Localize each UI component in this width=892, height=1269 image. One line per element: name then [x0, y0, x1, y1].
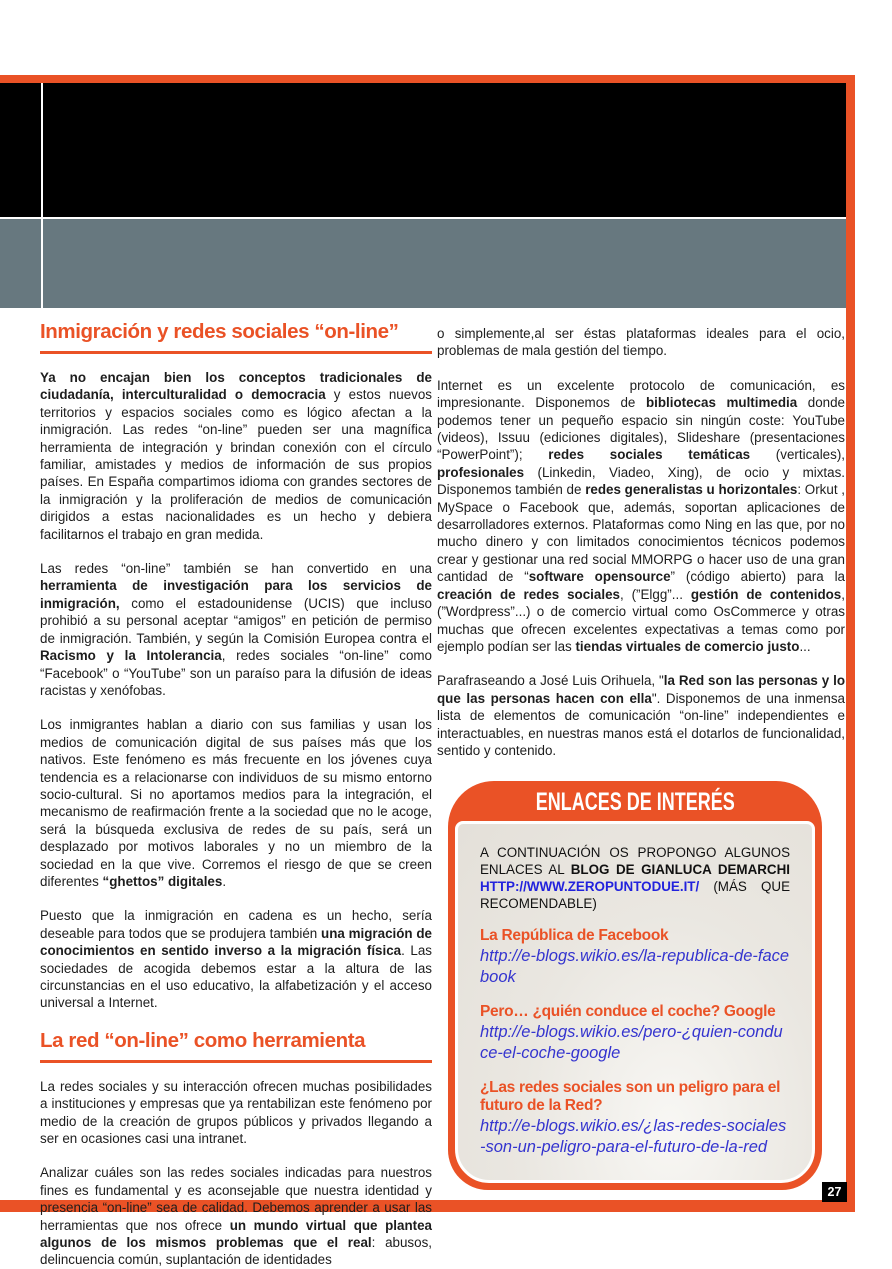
- paragraph: Analizar cuáles son las redes sociales indicadas para nuestros fines es fundamental y es aconsejable que nuestra identidad y presencia “on-line” sea de calidad. Debemos aprender a usar las herramientas que nos ofrece un mundo virtual que plantea algunos de los mismos problemas que el real: abusos, delincuencia común, suplantación de identidades: [40, 1165, 432, 1268]
- header-black-banner: [0, 83, 846, 217]
- section-heading-inmigracion: Inmigración y redes sociales “on-line”: [40, 320, 399, 343]
- link-title: ¿Las redes sociales son un peligro para el futuro de la Red?: [480, 1079, 781, 1114]
- right-orange-border: [846, 75, 855, 1212]
- link-url[interactable]: http://e-blogs.wikio.es/la-republica-de-facebook: [480, 947, 790, 986]
- right-column: [437, 325, 845, 759]
- paragraph: o simplemente,al ser éstas plataformas ideales para el ocio, problemas de mala gestión del tiempo.: [437, 326, 845, 359]
- header-vertical-divider: [41, 83, 43, 217]
- link-title: La República de Facebook: [480, 927, 669, 944]
- top-orange-border: [0, 75, 855, 83]
- paragraph: Puesto que la inmigración en cadena es un hecho, sería deseable para todos que se produjera también una migración de conocimientos en sentido inverso a la migración física. Las sociedades de acogida debemos estar a la altura de las circunstancias en el uso educativo, la alfabetización y el acceso universal a Internet.: [40, 908, 433, 1011]
- heading-rule: [40, 1060, 432, 1063]
- paragraph: Internet es un excelente protocolo de comunicación, es impresionante. Disponemos de bibliotecas multimedia donde podemos tener un pequeño espacio sin ningún coste: YouTube (videos), Issuu (ediciones digitales), Slideshare (presentaciones “PowerPoint”); redes sociales temáticas (verticales), profesionales (Linkedin, Viadeo, Xing), de ocio y mixtas. Disponemos también de redes generalistas u horizontales: Orkut , MySpace o Facebook que, además, soportan aplicaciones de desarrolladores externos. Plataformas como Ning en las que, por no mucho dinero y con limitados conocimientos técnicos podemos crear y gestionar una red social MMORPG o hacer uso de una gran cantidad de “software opensource” (código abierto) para la creación de redes sociales, (”Elgg”... gestión de contenidos, (”Wordpress”...) o de comercio virtual como OsCommerce y otras muchas que ofrecen excelentes expectativas a temas como por ejemplo podían ser las tiendas virtuales de comercio justo...: [437, 377, 846, 654]
- link-url[interactable]: http://e-blogs.wikio.es/¿las-redes-sociales-son-un-peligro-para-el-futuro-de-la-red: [480, 1117, 787, 1156]
- paragraph: La redes sociales y su interacción ofrecen muchas posibilidades a instituciones y empresas que ya rentabilizan este fenómeno por medio de la creación de grupos públicos y privados llegando a ser en ocasiones casi una intranet.: [40, 1078, 432, 1147]
- links-of-interest-box: [448, 781, 822, 1190]
- paragraph: Los inmigrantes hablan a diario con sus familias y usan los medios de comunicación digital de sus países más que los nativos. Este fenómeno es más frecuente en los jóvenes cuya tendencia es a relacionarse con individuos de su mismo entorno socio-cultural. Si no aportamos medios para la integración, el mecanismo de reafirmación frente a la sociedad que no le acoge, será la búsqueda exclusiva de redes de su país, será un desplazado por motivos laborales y no un miembro de la sociedad en la que vive. Corremos el riesgo de que se creen diferentes “ghettos” digitales.: [40, 717, 432, 889]
- links-box-content: [455, 821, 815, 1183]
- paragraph: Parafraseando a José Luis Orihuela, "la Red son las personas y lo que las personas hacen con ella". Disponemos de una inmensa lista de elementos de comunicación “on-line” independientes e interactuables, en nuestras manos está el dotarlos de funcionalidad, sentido y contenido.: [437, 673, 845, 758]
- links-box-banner: [448, 781, 822, 821]
- heading-rule: [40, 351, 432, 354]
- paragraph: Ya no encajan bien los conceptos tradicionales de ciudadanía, interculturalidad o democracia y estos nuevos territorios y espacios sociales como es lógico afectan a la inmigración. Las redes “on-line” pueden ser una magnífica herramienta de integración y brindan conexión con el círculo familiar, amistades y medios de información de sus propios países. En España compartimos idioma con grandes sectores de la inmigración y la proliferación de medios de comunicación dirigidos a estas nacionalidades es un hecho y debiera facilitarnos el trabajo en gran medida.: [40, 370, 432, 542]
- section-heading-herramienta: La red “on-line” como herramienta: [40, 1028, 366, 1052]
- links-box-title: ENLACES DE INTERÉS: [535, 788, 735, 816]
- link-url[interactable]: http://e-blogs.wikio.es/pero-¿quien-conduce-el-coche-google: [480, 1023, 783, 1062]
- link-title: Pero… ¿quién conduce el coche? Google: [480, 1003, 776, 1020]
- link-item: [480, 1003, 790, 1064]
- links-box-intro: A CONTINUACIÓN OS PROPONGO ALGUNOS ENLACES AL BLOG DE GIANLUCA DEMARCHI HTTP://WWW.ZEROPUNTODUE.IT/ (MÁS QUE RECOMENDABLE): [480, 845, 790, 911]
- header-vertical-divider: [41, 219, 43, 308]
- left-column: [40, 320, 432, 1269]
- paragraph: Las redes “on-line” también se han convertido en una herramienta de investigación para los servicios de inmigración, como el estadounidense (UCIS) que incluso prohibió a su personal aceptar “amigos” en petición de permiso de inmigración. También, y según la Comisión Europea contra el Racismo y la Intolerancia, redes sociales “on-line” como “Facebook” o “YouTube” son un paraíso para la difusión de ideas racistas y xenófobas.: [40, 561, 432, 698]
- page-number: 27: [822, 1182, 847, 1202]
- link-item: [480, 927, 790, 988]
- header-gray-banner: [0, 219, 846, 308]
- link-item: [480, 1079, 790, 1158]
